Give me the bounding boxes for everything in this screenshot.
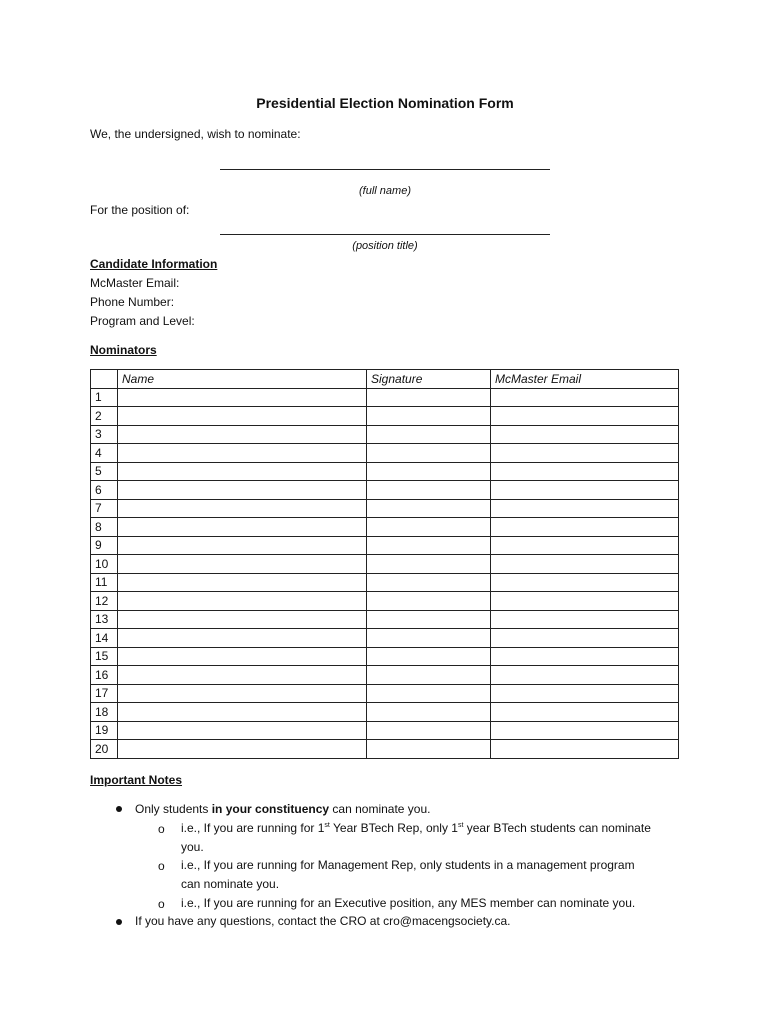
- sub-bullet-icon: o: [158, 859, 165, 873]
- name-cell[interactable]: [118, 555, 367, 574]
- note-text-part: can nominate you.: [329, 802, 431, 816]
- table-row: [91, 610, 679, 629]
- table-row: [91, 444, 679, 463]
- name-cell[interactable]: [118, 388, 367, 407]
- row-number: 2: [91, 407, 118, 426]
- table-row: [91, 684, 679, 703]
- nominators-table: [90, 369, 679, 759]
- important-notes-heading: Important Notes: [90, 773, 183, 787]
- table-row: [91, 666, 679, 685]
- name-cell[interactable]: [118, 647, 367, 666]
- note-text-part: Only students: [135, 802, 212, 816]
- row-number: 20: [91, 740, 118, 759]
- table-header-row: [91, 370, 679, 389]
- note-bold-text: in your constituency: [211, 802, 330, 816]
- row-number: 18: [91, 703, 118, 722]
- email-cell[interactable]: [491, 407, 679, 426]
- signature-cell[interactable]: [367, 518, 491, 537]
- email-cell[interactable]: [491, 721, 679, 740]
- name-cell[interactable]: [118, 721, 367, 740]
- column-header-email: McMaster Email: [491, 370, 679, 389]
- column-header-signature: Signature: [367, 370, 491, 389]
- email-cell[interactable]: [491, 518, 679, 537]
- position-prompt: For the position of:: [90, 203, 190, 217]
- bullet-icon: [116, 806, 122, 812]
- sub-bullet-icon: o: [158, 822, 165, 836]
- table-row: [91, 629, 679, 648]
- row-number: 10: [91, 555, 118, 574]
- email-label: McMaster Email:: [90, 276, 180, 290]
- row-number: 12: [91, 592, 118, 611]
- row-number: 15: [91, 647, 118, 666]
- form-title: Presidential Election Nomination Form: [256, 95, 514, 111]
- signature-cell[interactable]: [367, 666, 491, 685]
- row-number: 17: [91, 684, 118, 703]
- table-row: [91, 462, 679, 481]
- row-number: 6: [91, 481, 118, 500]
- email-cell[interactable]: [491, 703, 679, 722]
- name-cell[interactable]: [118, 444, 367, 463]
- row-number: 3: [91, 425, 118, 444]
- note-text-part: year BTech students can nominate: [463, 821, 651, 835]
- signature-cell[interactable]: [367, 647, 491, 666]
- email-cell[interactable]: [491, 444, 679, 463]
- email-cell[interactable]: [491, 592, 679, 611]
- name-cell[interactable]: [118, 703, 367, 722]
- full-name-line[interactable]: [220, 169, 550, 170]
- name-cell[interactable]: [118, 536, 367, 555]
- name-cell[interactable]: [118, 518, 367, 537]
- note-example-btech: [181, 819, 651, 838]
- email-cell[interactable]: [491, 481, 679, 500]
- table-row: [91, 407, 679, 426]
- phone-label: Phone Number:: [90, 295, 175, 309]
- note-contact-cro: If you have any questions, contact the CRO at cro@macengsociety.ca.: [135, 914, 511, 928]
- name-cell[interactable]: [118, 407, 367, 426]
- email-cell[interactable]: [491, 555, 679, 574]
- row-number: 11: [91, 573, 118, 592]
- candidate-info-heading: Candidate Information: [90, 257, 218, 271]
- row-number: 7: [91, 499, 118, 518]
- email-cell[interactable]: [491, 536, 679, 555]
- email-cell[interactable]: [491, 425, 679, 444]
- email-cell[interactable]: [491, 629, 679, 648]
- row-number: 4: [91, 444, 118, 463]
- name-cell[interactable]: [118, 499, 367, 518]
- row-number: 13: [91, 610, 118, 629]
- name-cell[interactable]: [118, 592, 367, 611]
- intro-text: We, the undersigned, wish to nominate:: [90, 127, 301, 141]
- signature-cell[interactable]: [367, 462, 491, 481]
- note-example-btech-cont: you.: [181, 840, 204, 854]
- row-number: 1: [91, 388, 118, 407]
- note-example-management: i.e., If you are running for Management Rep, only students in a management program: [181, 858, 635, 872]
- signature-cell[interactable]: [367, 499, 491, 518]
- signature-cell[interactable]: [367, 388, 491, 407]
- row-number: 9: [91, 536, 118, 555]
- email-cell[interactable]: [491, 499, 679, 518]
- sub-bullet-icon: o: [158, 897, 165, 911]
- signature-cell[interactable]: [367, 425, 491, 444]
- superscript: st: [324, 822, 330, 829]
- note-constituency: [135, 800, 430, 819]
- signature-cell[interactable]: [367, 684, 491, 703]
- signature-cell[interactable]: [367, 536, 491, 555]
- signature-cell[interactable]: [367, 555, 491, 574]
- table-row: [91, 721, 679, 740]
- signature-cell[interactable]: [367, 610, 491, 629]
- note-example-management-cont: can nominate you.: [181, 877, 280, 891]
- row-number: 8: [91, 518, 118, 537]
- name-cell[interactable]: [118, 666, 367, 685]
- email-cell[interactable]: [491, 647, 679, 666]
- table-row: [91, 481, 679, 500]
- signature-cell[interactable]: [367, 740, 491, 759]
- superscript: st: [457, 822, 464, 829]
- position-line[interactable]: [220, 234, 550, 235]
- column-header-number: [91, 370, 118, 389]
- row-number: 14: [91, 629, 118, 648]
- table-row: [91, 518, 679, 537]
- name-cell[interactable]: [118, 740, 367, 759]
- program-label: Program and Level:: [90, 314, 195, 328]
- email-cell[interactable]: [491, 684, 679, 703]
- name-cell[interactable]: [118, 481, 367, 500]
- name-cell[interactable]: [118, 462, 367, 481]
- full-name-caption: (full name): [359, 185, 411, 197]
- column-header-name: Name: [118, 370, 367, 389]
- bullet-icon: [116, 919, 122, 925]
- note-text-part: i.e., If you are running for 1: [181, 821, 325, 835]
- name-cell[interactable]: [118, 629, 367, 648]
- table-row: [91, 647, 679, 666]
- table-row: [91, 555, 679, 574]
- position-caption: (position title): [352, 240, 418, 252]
- email-cell[interactable]: [491, 388, 679, 407]
- name-cell[interactable]: [118, 610, 367, 629]
- signature-cell[interactable]: [367, 481, 491, 500]
- signature-cell[interactable]: [367, 444, 491, 463]
- table-row: [91, 573, 679, 592]
- table-row: [91, 740, 679, 759]
- table-row: [91, 499, 679, 518]
- signature-cell[interactable]: [367, 573, 491, 592]
- table-row: [91, 536, 679, 555]
- email-cell[interactable]: [491, 666, 679, 685]
- email-cell[interactable]: [491, 573, 679, 592]
- row-number: 5: [91, 462, 118, 481]
- email-cell[interactable]: [491, 462, 679, 481]
- table-row: [91, 592, 679, 611]
- note-example-executive: i.e., If you are running for an Executive position, any MES member can nominate you.: [181, 896, 636, 910]
- signature-cell[interactable]: [367, 592, 491, 611]
- nominators-heading: Nominators: [90, 343, 157, 357]
- table-row: [91, 388, 679, 407]
- row-number: 19: [91, 721, 118, 740]
- signature-cell[interactable]: [367, 703, 491, 722]
- name-cell[interactable]: [118, 425, 367, 444]
- name-cell[interactable]: [118, 573, 367, 592]
- signature-cell[interactable]: [367, 721, 491, 740]
- note-text-part: Year BTech Rep, only 1: [329, 821, 458, 835]
- name-cell[interactable]: [118, 684, 367, 703]
- email-cell[interactable]: [491, 610, 679, 629]
- table-row: [91, 425, 679, 444]
- signature-cell[interactable]: [367, 629, 491, 648]
- table-row: [91, 703, 679, 722]
- signature-cell[interactable]: [367, 407, 491, 426]
- row-number: 16: [91, 666, 118, 685]
- email-cell[interactable]: [491, 740, 679, 759]
